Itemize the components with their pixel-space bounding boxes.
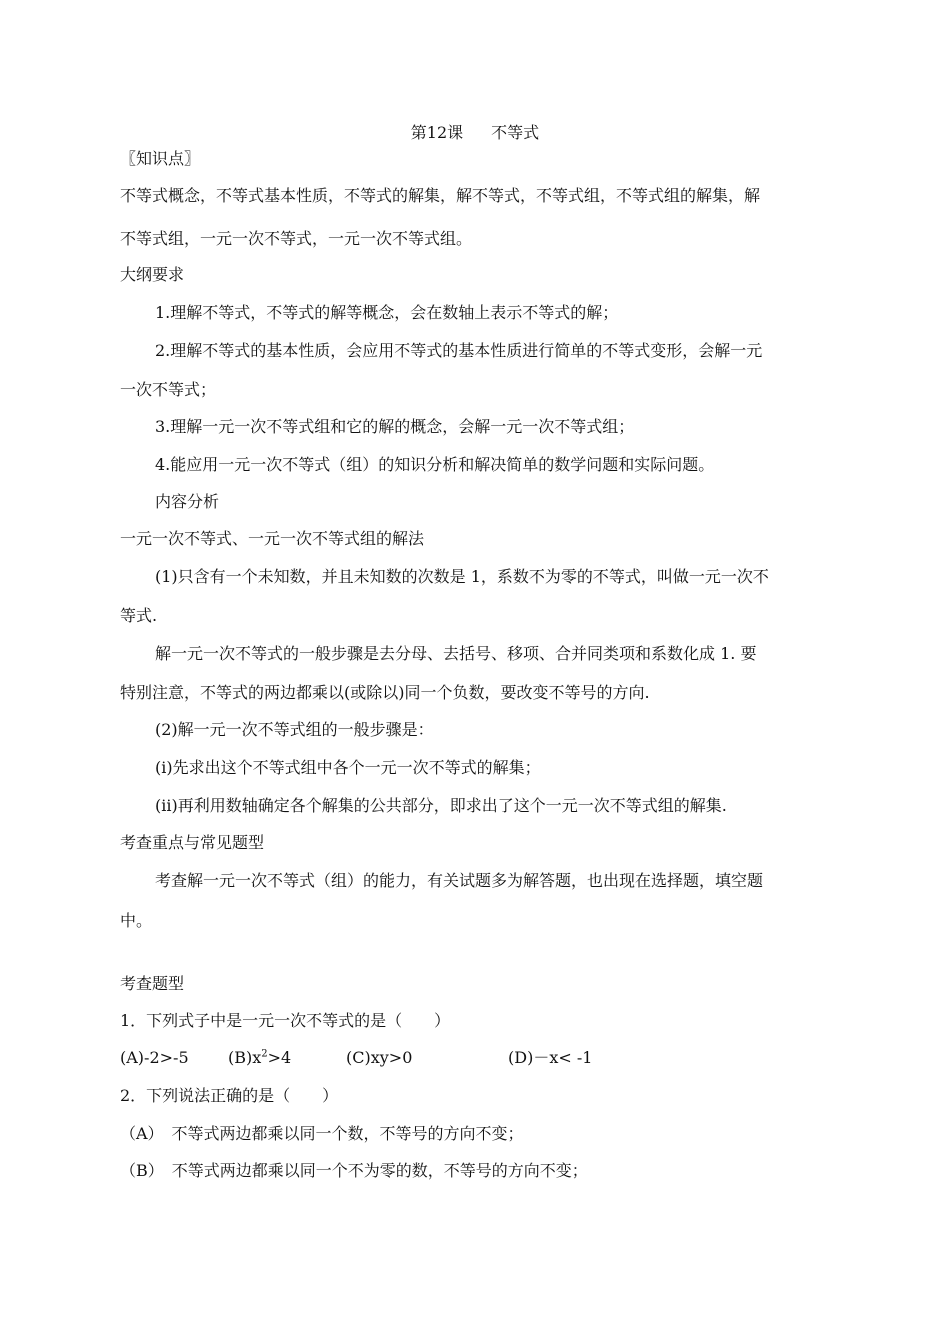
focus-header: 考查重点与常见题型 <box>120 833 265 852</box>
focus-line-2: 中。 <box>120 911 153 930</box>
paragraph-4: (i)先求出这个不等式组中各个一元一次不等式的解集； <box>155 758 541 777</box>
method-header: 一元一次不等式、一元一次不等式组的解法 <box>120 529 425 548</box>
question-2-stem: 2．下列说法正确的是（ ） <box>120 1086 339 1105</box>
knowledge-line-2: 不等式组，一元一次不等式，一元一次不等式组。 <box>120 229 473 248</box>
option-a: (A)-2>-5 <box>120 1048 189 1067</box>
option-d: (D)－x< -1 <box>508 1048 593 1067</box>
question-2-option-b: （B） 不等式两边都乘以同一个不为零的数，不等号的方向不变； <box>120 1161 588 1180</box>
paragraph-1-line-2: 等式. <box>120 606 158 625</box>
question-1-stem: 1．下列式子中是一元一次不等式的是（ ） <box>120 1011 451 1030</box>
paragraph-1-line-1: (1)只含有一个未知数，并且未知数的次数是 1，系数不为零的不等式，叫做一元一次不 <box>155 567 769 586</box>
question-types-header: 考查题型 <box>120 974 185 993</box>
paragraph-2-line-2: 特别注意，不等式的两边都乘以(或除以)同一个负数，要改变不等号的方向. <box>120 683 650 702</box>
knowledge-header: 〖知识点〗 <box>120 149 201 168</box>
requirement-2-line-2: 一次不等式； <box>120 380 217 399</box>
lesson-topic: 不等式 <box>491 123 540 142</box>
syllabus-header: 大纲要求 <box>120 265 185 284</box>
requirement-3: 3.理解一元一次不等式组和它的解的概念，会解一元一次不等式组； <box>155 417 635 436</box>
content-header: 内容分析 <box>155 492 220 511</box>
paragraph-3: (2)解一元一次不等式组的一般步骤是： <box>155 720 434 739</box>
paragraph-2-line-1: 解一元一次不等式的一般步骤是去分母、去括号、移项、合并同类项和系数化成 1. 要 <box>155 644 757 663</box>
question-1-options <box>120 1048 592 1068</box>
requirement-1: 1.理解不等式，不等式的解等概念，会在数轴上表示不等式的解； <box>155 303 619 322</box>
question-2-option-a: （A） 不等式两边都乘以同一个数，不等号的方向不变； <box>120 1124 524 1143</box>
page-title <box>0 123 950 143</box>
lesson-number: 第12课 <box>410 123 464 142</box>
knowledge-line-1: 不等式概念，不等式基本性质，不等式的解集，解不等式，不等式组，不等式组的解集，解 <box>120 186 761 205</box>
requirement-2-line-1: 2.理解不等式的基本性质，会应用不等式的基本性质进行简单的不等式变形，会解一元 <box>155 341 763 360</box>
requirement-4: 4.能应用一元一次不等式（组）的知识分析和解决简单的数学问题和实际问题。 <box>155 455 715 474</box>
option-c: (C)xy>0 <box>346 1048 413 1067</box>
exponent: 2 <box>261 1048 268 1060</box>
option-b: $(B)x^2>4$ <box>228 1048 292 1067</box>
focus-line-1: 考查解一元一次不等式（组）的能力，有关试题多为解答题，也出现在选择题，填空题 <box>155 871 764 890</box>
paragraph-5: (ii)再利用数轴确定各个解集的公共部分，即求出了这个一元一次不等式组的解集. <box>155 796 727 815</box>
